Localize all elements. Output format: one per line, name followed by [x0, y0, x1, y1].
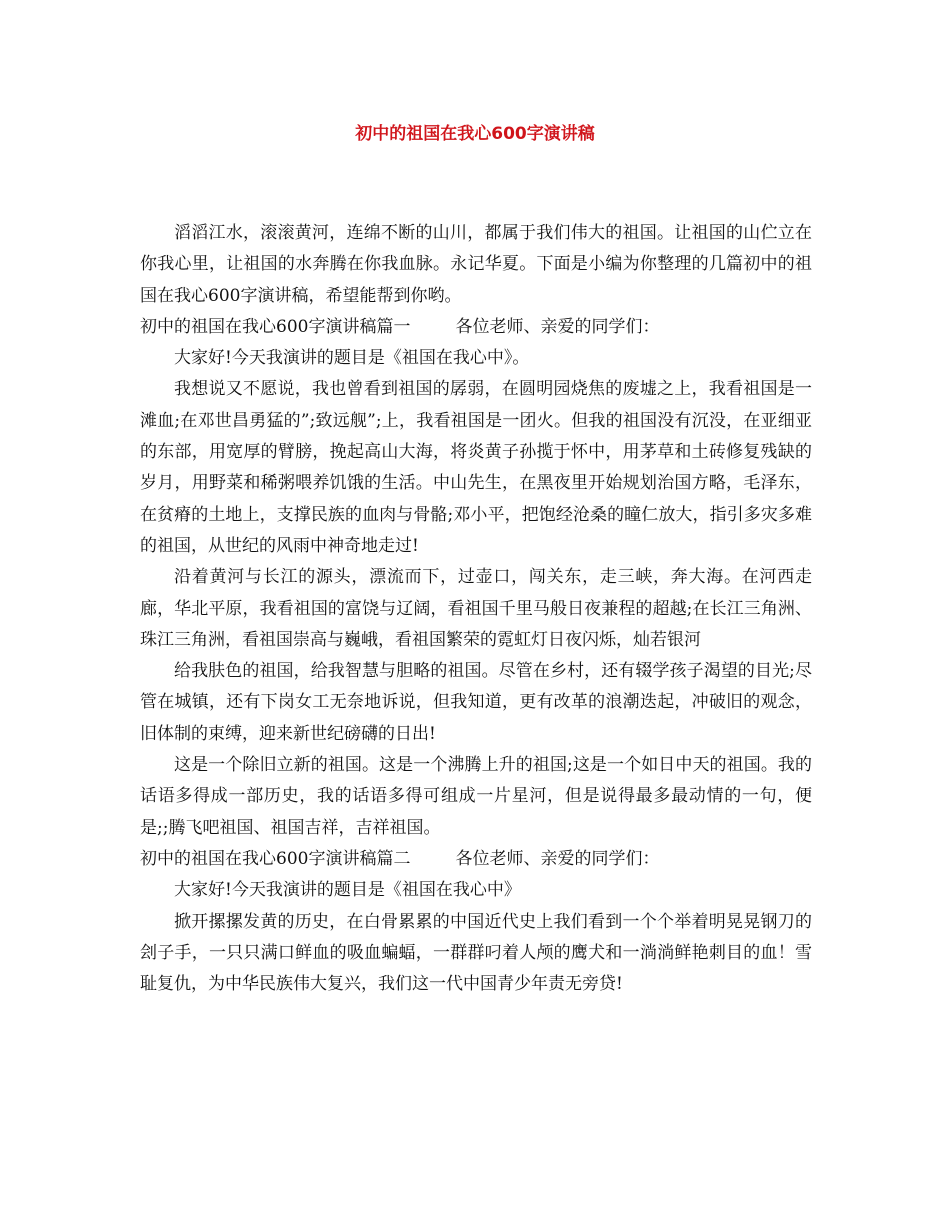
body-paragraph-4: 这是一个除旧立新的祖国。这是一个沸腾上升的祖国;这是一个如日中天的祖国。我的话语多得成一部历史，我的话语多得可组成一片星河，但是说得最多最动情的一句，便是;;腾飞吧祖国、祖国吉祥，吉祥祖国。 — [140, 755, 812, 838]
body-paragraph-1: 我想说又不愿说，我也曾看到祖国的孱弱，在圆明园烧焦的废墟之上，我看祖国是一滩血;在邓世昌勇猛的”;致远舰”;上，我看祖国是一团火。但我的祖国没有沉没，在亚细亚的东部，用宽厚的臂膀，挽起高山大海，将炎黄子孙揽于怀中，用茅草和土砖修复残缺的岁月，用野菜和稀粥喂养饥饿的生活。中山先生，在黑夜里开始规划治国方略，毛泽东，在贫瘠的土地上，支撑民族的血肉与骨骼;邓小平，把饱经沧桑的瞳仁放大，指引多灾多难的祖国，从世纪的风雨中神奇地走过! — [140, 379, 812, 556]
greeting-paragraph-2: 大家好!今天我演讲的题目是《祖国在我心中》 — [174, 880, 521, 901]
intro-paragraph: 滔滔江水，滚滚黄河，连绵不断的山川，都属于我们伟大的祖国。让祖国的山伫立在你我心里，让祖国的水奔腾在你我血脉。永记华夏。下面是小编为你整理的几篇初中的祖国在我心600字演讲稿，希望能帮到你哟。 — [140, 223, 812, 306]
body-paragraph-2: 沿着黄河与长江的源头，漂流而下，过壶口，闯关东，走三峡，奔大海。在河西走廊，华北平原，我看祖国的富饶与辽阔，看祖国千里马般日夜兼程的超越;在长江三角洲、珠江三角洲，看祖国崇高与巍峨，看祖国繁荣的霓虹灯日夜闪烁，灿若银河 — [140, 567, 812, 650]
document-body — [140, 218, 812, 1000]
greeting-paragraph-1: 大家好!今天我演讲的题目是《祖国在我心中》。 — [174, 348, 530, 369]
document-title: 初中的祖国在我心600字演讲稿 — [355, 124, 595, 144]
salutation-2: 各位老师、亲爱的同学们： — [455, 848, 660, 869]
section-title-1: 初中的祖国在我心600字演讲稿篇一 — [140, 316, 411, 337]
salutation-1: 各位老师、亲爱的同学们： — [455, 316, 660, 337]
section-heading-2 — [140, 844, 812, 875]
section-title-2: 初中的祖国在我心600字演讲稿篇二 — [140, 848, 411, 869]
body-paragraph-3: 给我肤色的祖国，给我智慧与胆略的祖国。尽管在乡村，还有辍学孩子渴望的目光;尽管在城镇，还有下岗女工无奈地诉说，但我知道，更有改革的浪潮迭起，冲破旧的观念，旧体制的束缚，迎来新世纪磅礴的日出! — [140, 661, 812, 744]
section-heading-1 — [140, 312, 812, 343]
body-paragraph-5: 掀开摞摞发黄的历史，在白骨累累的中国近代史上我们看到一个个举着明晃晃钢刀的刽子手，一只只满口鲜血的吸血蝙蝠，一群群叼着人颅的鹰犬和一淌淌鲜艳刺目的血！雪耻复仇，为中华民族伟大复兴，我们这一代中国青少年责无旁贷! — [140, 911, 812, 995]
